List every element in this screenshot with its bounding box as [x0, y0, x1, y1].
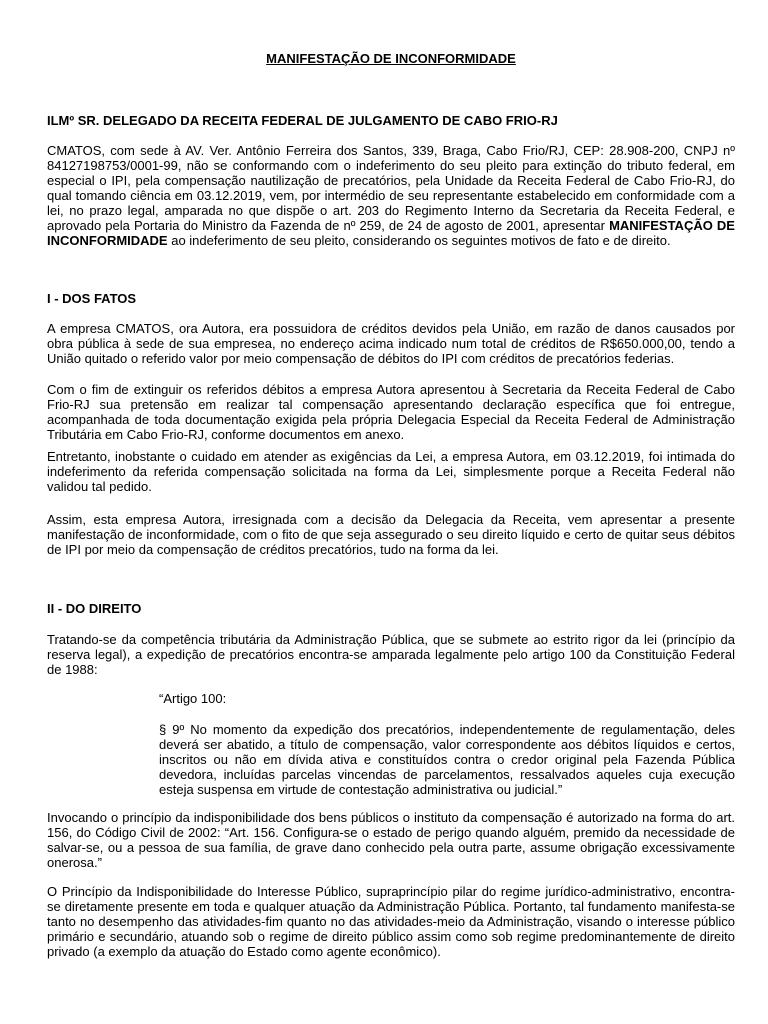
law-paragraph-1: Tratando-se da competência tributária da Administração Pública, que se submete ao estrito rigor da lei (princípio da reserva legal), a expedição de precatórios encontra-se amparada legalmente pelo artigo 100 da Constituição Federal de 1988:	[47, 632, 735, 677]
intro-paragraph	[47, 143, 735, 248]
document-title: MANIFESTAÇÃO DE INCONFORMIDADE	[266, 51, 516, 66]
facts-paragraph-3: Entretanto, inobstante o cuidado em atender as exigências da Lei, a empresa Autora, em 03.12.2019, foi intimada do indeferimento da referida compensação solicitada na forma da Lei, simplesmente porque a Receita Federal não validou tal pedido.	[47, 449, 735, 494]
law-paragraph-3: O Princípio da Indisponibilidade do Interesse Público, supraprincípio pilar do regime jurídico-administrativo, encontra-se diretamente presente em toda e qualquer atuação da Administração Pública. Portanto, tal fundamento manifesta-se tanto no desempenho das atividades-fim quanto no das atividades-meio da Administração, visando o interesse público primário e secundário, atuando sob o regime de direito público assim como sob regime predominantemente de direito privado (a exemplo da atuação do Estado como agente econômico).	[47, 884, 735, 959]
facts-paragraph-4: Assim, esta empresa Autora, irresignada com a decisão da Delegacia da Receita, vem apresentar a presente manifestação de inconformidade, com o fito de que seja assegurado o seu direito líquido e certo de quitar seus débitos de IPI por meio da compensação de créditos precatórios, tudo na forma da lei.	[47, 512, 735, 557]
section-heading-facts: I - DOS FATOS	[47, 291, 137, 306]
addressee-heading: ILMº SR. DELEGADO DA RECEITA FEDERAL DE JULGAMENTO DE CABO FRIO-RJ	[47, 113, 558, 128]
quote-title: “Artigo 100:	[159, 691, 227, 706]
intro-text-after: ao indeferimento de seu pleito, considerando os seguintes motivos de fato e de direito.	[167, 233, 671, 248]
facts-paragraph-2: Com o fim de extinguir os referidos débitos a empresa Autora apresentou à Secretaria da Receita Federal de Cabo Frio-RJ sua pretensão em realizar tal compensação apresentando declaração específica que foi entregue, acompanhada de toda documentação exigida pela própria Delegacia Especial da Receita Federal de Administração Tributária em Cabo Frio-RJ, conforme documentos em anexo.	[47, 382, 735, 442]
law-paragraph-2: Invocando o princípio da indisponibilidade dos bens públicos o instituto da compensação é autorizado na forma do art. 156, do Código Civil de 2002: “Art. 156. Configura-se o estado de perigo quando alguém, premido da necessidade de salvar-se, ou a pessoa de sua família, de grave dano conhecido pela outra parte, assume obrigação excessivamente onerosa.”	[47, 810, 735, 870]
section-heading-law: II - DO DIREITO	[47, 601, 142, 616]
facts-paragraph-1: A empresa CMATOS, ora Autora, era possuidora de créditos devidos pela União, em razão de danos causados por obra pública à sede de sua empresea, no endereço acima indicado num total de créditos de R$650.000,00, tendo a União quitado o referido valor por meio compensação de débitos do IPI com créditos de precatórios federias.	[47, 321, 735, 366]
intro-bold-text: MANIFESTAÇÃO DE INCONFORMIDADE	[47, 218, 735, 248]
intro-text-before: CMATOS, com sede à AV. Ver. Antônio Ferreira dos Santos, 339, Braga, Cabo Frio/RJ, CEP: 28.908-200, CNPJ nº 84127198753/0001-99, não se conformando com o indeferimento do seu pleito para extinção do tributo federal, em especial o IPI, pela compensação nautilização de precatórios, pela Unidade da Receita Federal de Cabo Frio-RJ, do qual tomando ciência em 03.12.2019, vem, por intermédio de seu representante estabelecido em conformidade com a lei, no prazo legal, amparada no que dispõe o art. 203 do Regimento Interno da Secretaria da Receita Federal, e aprovado pela Portaria do Ministro da Fazenda de nº 259, de 24 de agosto de 2001, apresentar	[47, 143, 735, 233]
quote-body: § 9º No momento da expedição dos precatórios, independentemente de regulamentação, deles deverá ser abatido, a título de compensação, valor correspondente aos débitos líquidos e certos, inscritos ou não em dívida ativa e constituídos contra o credor original pela Fazenda Pública devedora, incluídas parcelas vincendas de parcelamentos, ressalvados aqueles cuja execução esteja suspensa em virtude de contestação administrativa ou judicial.”	[159, 722, 735, 797]
